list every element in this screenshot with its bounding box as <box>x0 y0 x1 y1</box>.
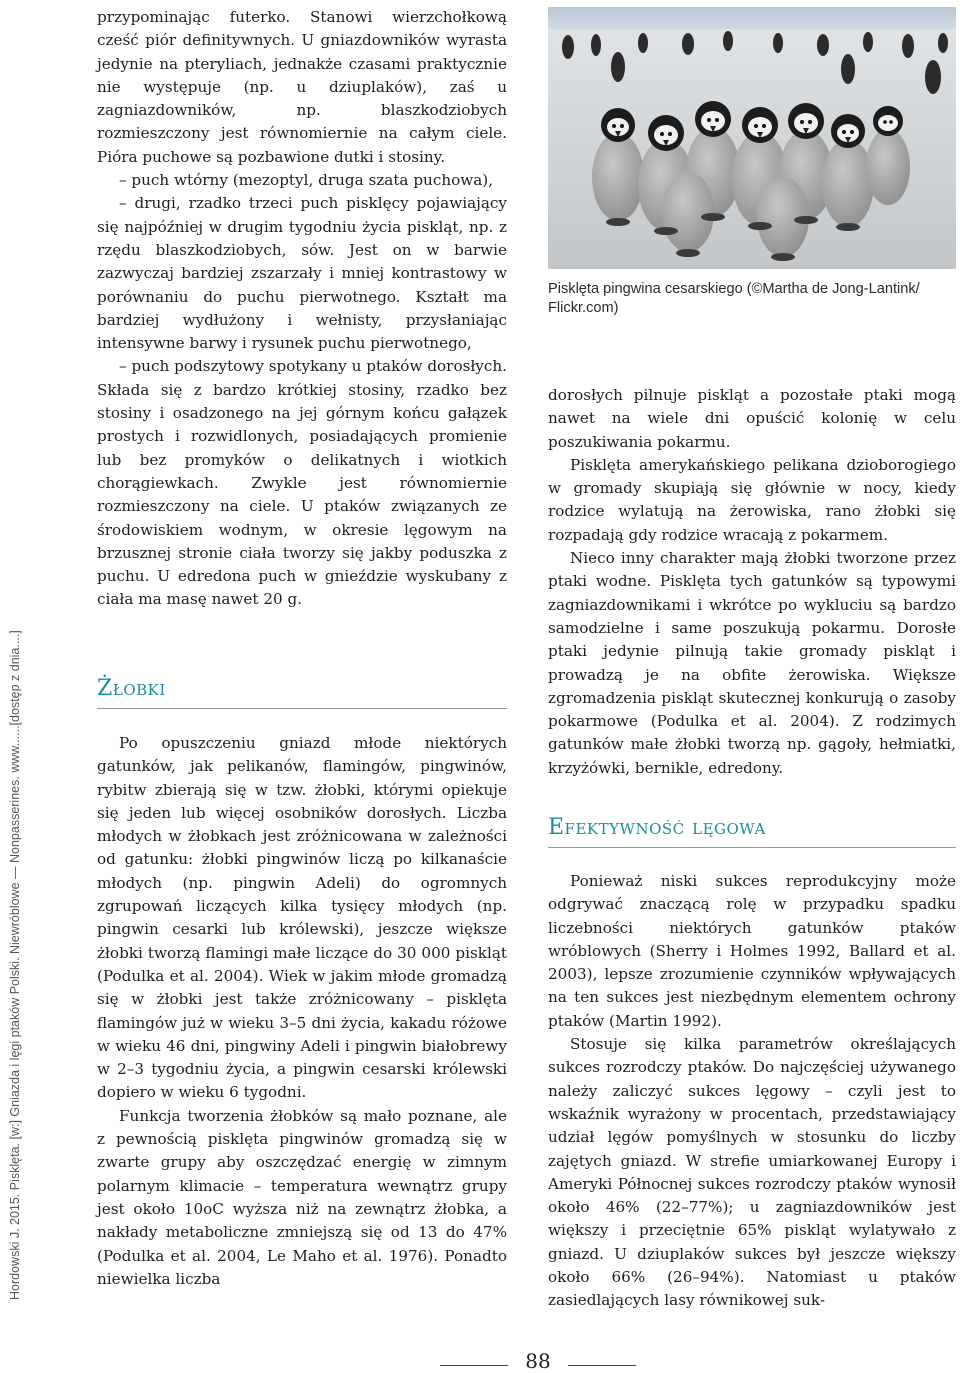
heading-rule <box>548 847 956 848</box>
paragraph: Pisklęta amerykańskiego pelikana dzioborogiego w gromady skupiają się głównie w nocy, kiedy rodzice wylatują na żerowiska, rano żłobki się rozpadają gdy rodzice wracają z pokarmem. <box>548 455 956 544</box>
side-citation: Hordowski J. 2015. Pisklęta. [w:] Gniazda i lęgi ptaków Polski. Niewróblowe — Nonpasserines. www......[dostęp z dnia....] <box>8 630 22 1300</box>
paragraph: przypominając futerko. Stanowi wierzchołkową cześć piór definitywnych. U gniazdowników wyrasta jedynie na pteryliach, jednakże czasami praktycznie nie występuje (np. u dziuplaków), zaś u zagniazdowników, np. blaszkodziobych rozmieszczony jest równomiernie na całym ciele. Pióra puchowe są pozbawione dutki i stosiny. <box>97 8 507 166</box>
page-number: 88 <box>525 1349 551 1373</box>
left-column <box>97 6 507 612</box>
footer-rule-right <box>568 1365 636 1366</box>
photo-caption: Pisklęta pingwina cesarskiego (©Martha de Jong-Lantink/ Flickr.com) <box>548 281 920 316</box>
heading-rule <box>97 708 507 709</box>
section-title: Żłobki <box>97 676 166 701</box>
paragraph: Stosuje się kilka parametrów określających sukces rozrodczy ptaków. Do najczęściej używanego należy zaliczyć sukces lęgowy – czyli jest to wskaźnik wyrażony w procentach, przedstawiający udział lęgów pomyślnych w stosunku do liczby zajętych gniazd. W strefie umiarkowanej Europy i Ameryki Północnej sukces rozrodczy ptaków wynosił około 46% (22–77%); u zagniazdowników jest większy i przeciętnie 65% piskląt wylatywało z gniazd. U dziuplaków sukces był jeszcze większy około 66% (26–94%). Natomiast u ptaków zasiedlających lasy równikowej suk- <box>548 1035 956 1310</box>
list-item: – puch wtórny (mezoptyl, druga szata puchowa), <box>119 171 494 190</box>
left-column-section <box>97 732 507 1291</box>
list-item: – drugi, rzadko trzeci puch pisklęcy pojawiający się najpóźniej w drugim tygodniu życia piskląt, np. z rzędu blaszkodziobych, sów. Jest on w barwie zazwyczaj bardziej zszarzały i mniej kontrastowy w porównaniu do puchu pierwotnego. Kształt ma bardziej wydłużony i wełnisty, przysłaniając intensywne barwy i rysunek puchu pierwotnego, <box>97 194 507 353</box>
paragraph: Po opuszczeniu gniazd młode niektórych gatunków, jak pelikanów, flamingów, pingwinów, rybitw zbierają się w tzw. żłobki, którymi opiekuje się jeden lub więcej osobników dorosłych. Liczba młodych w żłobkach jest zróżnicowana w zależności od gatunku: żłobki pingwinów liczą po kilkanaście młodych (np. pingwin Adeli) do ogromnych zgrupowań liczących kilka tysięcy młodych (np. pingwin cesarki lub królewski), jeszcze większe żłobki tworzą flamingi małe liczące do 30 000 piskląt (Podulka et al. 2004). Wiek w jakim młode gromadzą się w żłobki jest także zróżnicowany – pisklęta flamingów już w wieku 3–5 dni życia, kakadu różowe w wieku 46 dni, pingwiny Adeli i pingwin białobrewy w 2–3 tygodniu życia, a pingwin cesarski królewski dopiero w wieku 6 tygodni. <box>97 734 507 1102</box>
paragraph: Nieco inny charakter mają żłobki tworzone przez ptaki wodne. Pisklęta tych gatunków są typowymi zagniazdownikami i wkrótce po wykluciu są bardzo samodzielne i same poszukują pokarmu. Dorosłe ptaki jedynie pilnują takie gromady piskląt i prowadzą je na obfite żerowiska. Większe zgromadzenia piskląt skutecznej konkurują o zasoby pokarmowe (Podulka et al. 2004). Z rodzimych gatunków małe żłobki tworzą np. gągoły, hełmiatki, krzyżówki, bernikle, edredony. <box>548 549 956 777</box>
section-heading-efektywnosc <box>548 815 956 840</box>
right-column-section <box>548 870 956 1313</box>
footer-rule-left <box>440 1365 508 1366</box>
paragraph: dorosłych pilnuje piskląt a pozostałe ptaki mogą nawet na wiele dni opuścić kolonię w celu poszukiwania pokarmu. <box>548 386 956 451</box>
penguin-chicks-photo <box>548 7 956 269</box>
list-item: – puch podszytowy spotykany u ptaków dorosłych. Składa się z bardzo krótkiej stosiny, rzadko bez stosiny i osadzonego na jej górnym końcu gałązek prostych i rozwidlonych, posiadających promienie lub bez promyków o delikatnych i wiotkich chorągiewkach. Zwykle jest równomiernie rozmieszczony na ciele. U ptaków związanych ze środowiskiem wodnym, w okresie lęgowym na brzusznej stronie ciała tworzy się jakby poduszka z puchu. U edredona puch w gnieździe wyskubany z ciała ma masę nawet 20 g. <box>97 357 507 609</box>
section-title: Efektywność lęgowa <box>548 815 766 840</box>
paragraph: Funkcja tworzenia żłobków są mało poznane, ale z pewnością pisklęta pingwinów gromadzą się w zwarte grupy aby oszczędzać energię w zimnym polarnym klimacie – temperatura wewnątrz grupy jest około 10oC wyższa niż na zewnątrz żłobka, a nakłady metaboliczne zmniejszą się od 13 do 47% (Podulka et al. 2004, Le Maho et al. 1976). Ponadto niewielka liczba <box>97 1106 507 1288</box>
right-column <box>548 384 956 780</box>
section-heading-zlobki <box>97 676 507 701</box>
paragraph: Ponieważ niski sukces reprodukcyjny może odgrywać znaczącą rolę w przypadku spadku liczebności niektórych gatunków ptaków wróblowych (Sherry i Holmes 1992, Ballard et al. 2003), lepsze zrozumienie czynników wpływających na ten sukces jest niezbędnym elementem ochrony ptaków (Martin 1992). <box>548 872 956 1030</box>
